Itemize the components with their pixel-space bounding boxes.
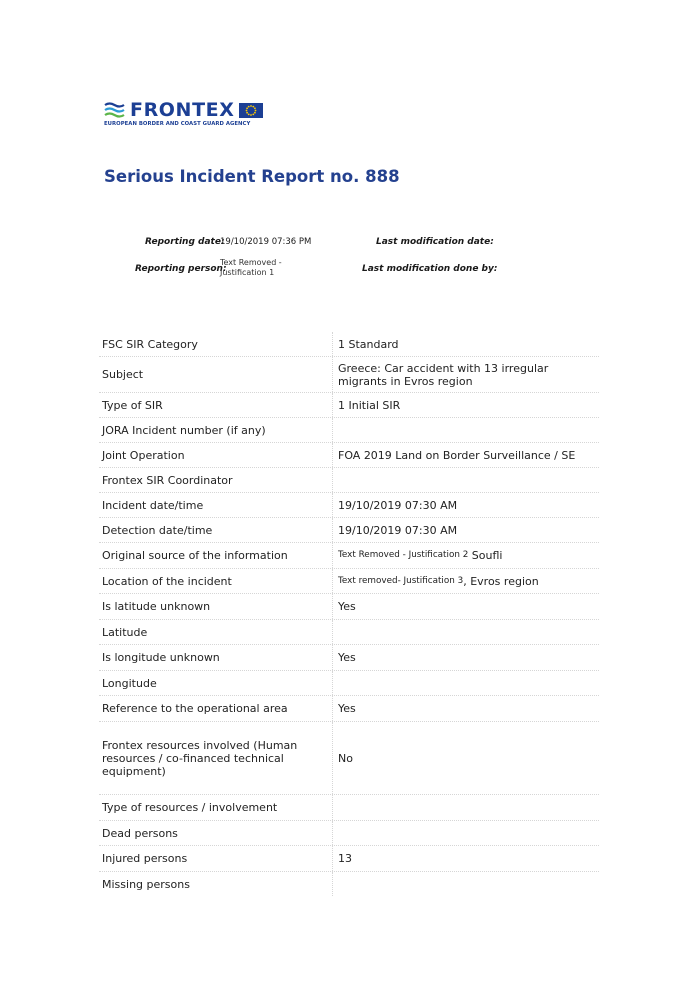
- row-label: Location of the incident: [102, 574, 232, 588]
- row-value: FOA 2019 Land on Border Surveillance / SE: [332, 443, 599, 467]
- row-value: [332, 795, 599, 820]
- row-value: [332, 569, 599, 593]
- table-row: [99, 357, 599, 393]
- row-label: Missing persons: [102, 877, 190, 891]
- redacted-text: Text removed- Justification 3: [338, 575, 464, 586]
- row-value: Yes: [332, 645, 599, 670]
- row-value: 1 Initial SIR: [332, 393, 599, 417]
- row-value: [332, 821, 599, 845]
- row-value: Greece: Car accident with 13 irregular migrants in Evros region: [332, 357, 599, 392]
- table-row: [99, 518, 599, 543]
- table-row: [99, 569, 599, 594]
- table-row: [99, 443, 599, 468]
- row-value-text: , Evros region: [463, 574, 539, 588]
- logo-wordmark: FRONTEX: [130, 99, 235, 121]
- table-row: [99, 722, 599, 795]
- row-value-text: Soufli: [468, 549, 503, 562]
- row-label: Is latitude unknown: [102, 600, 211, 613]
- last-mod-by-label: Last modification done by:: [362, 264, 498, 274]
- reporting-date-value: 19/10/2019 07:36 PM: [220, 237, 312, 247]
- table-row: [99, 795, 599, 821]
- table-row: [99, 846, 599, 872]
- row-label: Frontex SIR Coordinator: [102, 473, 233, 487]
- logo-subtitle: EUROPEAN BORDER AND COAST GUARD AGENCY: [104, 121, 251, 127]
- table-row: [99, 543, 599, 569]
- frontex-logo: [104, 101, 263, 127]
- last-mod-date-label: Last modification date:: [376, 237, 494, 247]
- row-label: Detection date/time: [102, 523, 213, 537]
- reporting-person-line1: Text Removed -: [220, 258, 282, 267]
- row-value: [332, 620, 599, 644]
- row-label: Original source of the information: [102, 549, 288, 562]
- row-label: Dead persons: [102, 826, 178, 840]
- row-label: Type of SIR: [102, 398, 163, 412]
- row-value: [332, 418, 599, 442]
- row-label: Is longitude unknown: [102, 651, 220, 664]
- row-label: JORA Incident number (if any): [102, 423, 266, 437]
- report-title: Serious Incident Report no. 888: [104, 167, 400, 186]
- frontex-waves-icon: [104, 102, 125, 118]
- row-label: Subject: [102, 368, 144, 381]
- row-label: Latitude: [102, 625, 148, 639]
- table-row: [99, 418, 599, 443]
- table-row: [99, 872, 599, 896]
- redacted-text: Text Removed - Justification 2: [338, 550, 469, 560]
- table-row: [99, 620, 599, 645]
- row-label: FSC SIR Category: [102, 337, 198, 351]
- row-label: Injured persons: [102, 852, 188, 865]
- table-row: [99, 493, 599, 518]
- row-label: Incident date/time: [102, 498, 204, 512]
- eu-flag-icon: [239, 103, 263, 118]
- reporting-person-line2: Justification 1: [220, 268, 275, 277]
- row-label: Reference to the operational area: [102, 702, 288, 715]
- row-value: [332, 543, 599, 568]
- table-row: [99, 393, 599, 418]
- row-value: 19/10/2019 07:30 AM: [332, 493, 599, 517]
- row-value: [332, 671, 599, 695]
- table-row: [99, 821, 599, 846]
- row-value: No: [332, 722, 599, 794]
- table-row: [99, 696, 599, 722]
- row-value: 19/10/2019 07:30 AM: [332, 518, 599, 542]
- row-label: Joint Operation: [102, 448, 185, 462]
- row-value: 1 Standard: [332, 332, 599, 356]
- table-row: [99, 645, 599, 671]
- row-label: Longitude: [102, 676, 157, 690]
- reporting-person-value: [220, 258, 282, 278]
- table-row: [99, 671, 599, 696]
- row-value: Yes: [332, 594, 599, 619]
- table-row: [99, 468, 599, 493]
- row-label: Frontex resources involved (Human resources / co-financed technical equipment): [102, 738, 298, 778]
- row-value: Yes: [332, 696, 599, 721]
- table-row: [99, 332, 599, 357]
- reporting-person-label: Reporting person:: [135, 264, 227, 274]
- row-value: [332, 872, 599, 896]
- table-row: [99, 594, 599, 620]
- sir-details-table: [99, 332, 599, 896]
- reporting-date-label: Reporting date:: [145, 237, 225, 247]
- row-value: 13: [332, 846, 599, 871]
- row-value: [332, 468, 599, 492]
- row-label: Type of resources / involvement: [102, 801, 278, 814]
